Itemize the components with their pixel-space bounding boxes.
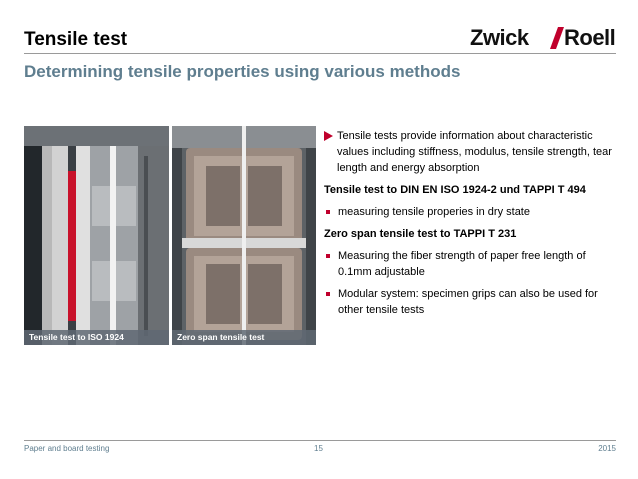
footer-divider [24,440,616,441]
photo-caption: Tensile test to ISO 1924 [24,330,169,345]
section-heading-zero-span: Zero span tensile test to TAPPI T 231 [324,228,517,240]
bullet-text: Modular system: specimen grips can also be used for other tensile tests [338,288,598,316]
logo-word-zwick: Zwick [470,25,529,50]
section-heading-iso-1924: Tensile test to DIN EN ISO 1924-2 und TAPPI T 494 [324,184,586,196]
bullet-square-icon [326,210,330,214]
header-divider [24,53,616,54]
list-item [324,286,614,318]
bullet-square-icon [326,292,330,296]
bullet-text: measuring tensile properies in dry state [338,206,530,218]
photo-tensile-iso-1924 [24,126,169,345]
footer-topic: Paper and board testing [24,444,110,453]
page-number: 15 [314,444,323,453]
red-arrow-icon [324,131,333,141]
intro-text: Tensile tests provide information about characteristic values including stiffness, modulus, tensile strength, tear length and energy absorption [337,130,612,174]
zwick-roell-logo [470,25,620,51]
photo-caption: Zero span tensile test [172,330,316,345]
footer-year: 2015 [598,444,616,453]
bullet-square-icon [326,254,330,258]
logo-word-roell: Roell [564,25,616,50]
bullet-text: Measuring the fiber strength of paper free length of 0.1mm adjustable [338,250,586,278]
list-item [324,204,614,220]
list-item [324,248,614,280]
content-column [324,128,614,318]
intro-paragraph [324,128,614,176]
zero-span-grip-image [172,126,316,345]
tensile-machine-image [24,126,169,345]
slide-title: Tensile test [24,29,128,50]
slide-subtitle: Determining tensile properties using various methods [24,62,461,81]
photo-zero-span [172,126,316,345]
